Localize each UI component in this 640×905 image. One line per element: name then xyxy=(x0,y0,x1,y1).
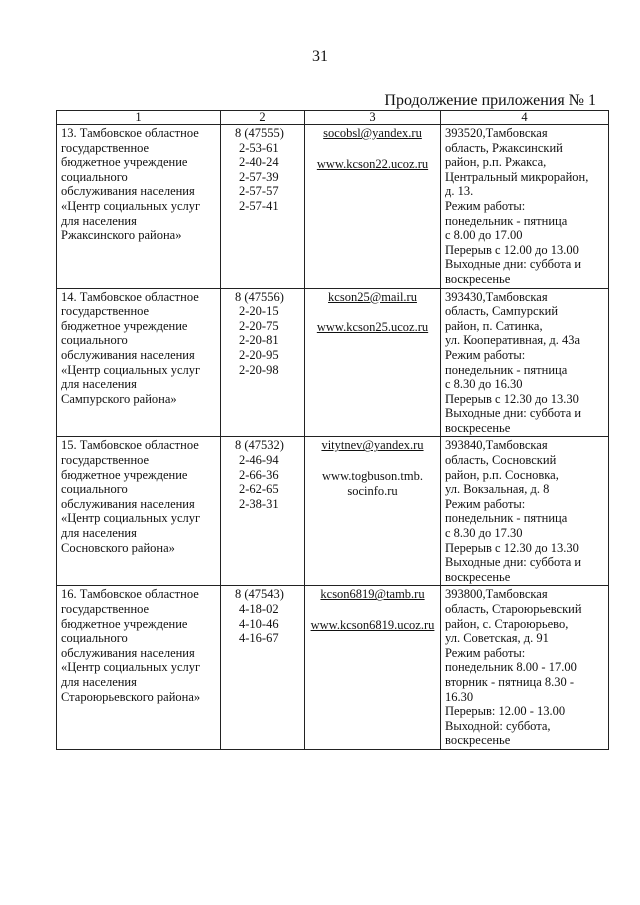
address-line: район, с. Староюрьево, xyxy=(445,616,569,631)
address-line: д. 13. xyxy=(445,184,474,199)
phone-number: 2-20-75 xyxy=(239,318,279,333)
address-line: 393520,Тамбовская xyxy=(445,126,548,140)
website-link[interactable]: www.togbuson.tmb. xyxy=(322,469,423,484)
phone-number: 2-53-61 xyxy=(239,140,279,155)
spacer xyxy=(309,304,436,320)
organization-line: для населения xyxy=(61,526,137,541)
address-line: воскресенье xyxy=(445,733,511,748)
contact-web-cell xyxy=(305,288,441,437)
website-link[interactable]: www.kcson25.ucoz.ru xyxy=(316,320,429,335)
organization-line: 14. Тамбовское областное xyxy=(61,289,199,304)
table-header-row xyxy=(57,111,609,125)
organization-cell xyxy=(57,125,221,289)
organization-line: бюджетное учреждение xyxy=(61,318,188,333)
phone-number: 4-10-46 xyxy=(239,616,279,631)
phone-number: 2-66-36 xyxy=(239,467,279,482)
column-header: 1 xyxy=(57,111,221,125)
address-line: 16.30 xyxy=(445,689,474,704)
address-line: понедельник - пятница xyxy=(445,213,568,228)
phone-number: 2-40-24 xyxy=(239,155,279,170)
address-line: воскресенье xyxy=(445,569,511,584)
organization-line: для населения xyxy=(61,213,137,228)
address-line: воскресенье xyxy=(445,420,511,435)
address-line: Выходные дни: суббота и xyxy=(445,555,582,570)
address-line: область, Сампурский xyxy=(445,304,559,319)
address-line: Выходной: суббота, xyxy=(445,718,551,733)
address-line: Перерыв с 12.30 до 13.30 xyxy=(445,391,579,406)
address-line: Режим работы: xyxy=(445,496,526,511)
website-link[interactable]: socinfo.ru xyxy=(347,483,398,498)
address-line: 393840,Тамбовская xyxy=(445,438,548,453)
email-link[interactable]: kcson25@mail.ru xyxy=(328,289,417,304)
phones-cell xyxy=(221,288,305,437)
address-line: Центральный микрорайон, xyxy=(445,169,589,184)
phone-number: 4-18-02 xyxy=(239,602,279,616)
organization-line: государственное xyxy=(61,602,150,616)
organization-line: социального xyxy=(61,169,128,184)
organization-line: государственное xyxy=(61,453,150,468)
organization-line: Староюрьевского района» xyxy=(61,689,201,704)
contact-web-cell xyxy=(305,437,441,586)
address-line: 393430,Тамбовская xyxy=(445,289,548,304)
email-link[interactable]: kcson6819@tamb.ru xyxy=(320,587,425,602)
column-header: 4 xyxy=(441,111,609,125)
address-line: с 8.00 до 17.00 xyxy=(445,228,523,243)
organization-line: бюджетное учреждение xyxy=(61,616,188,631)
organization-line: для населения xyxy=(61,674,137,689)
phone-number: 2-38-31 xyxy=(239,496,279,511)
website-link[interactable]: www.kcson22.ucoz.ru xyxy=(316,156,429,171)
address-line: Выходные дни: суббота и xyxy=(445,257,582,272)
address-line: 393800,Тамбовская xyxy=(445,587,548,602)
address-line: воскресенье xyxy=(445,271,511,286)
page-number: 31 xyxy=(312,48,328,65)
organization-line: 13. Тамбовское областное xyxy=(61,126,199,140)
contacts-table xyxy=(56,110,609,750)
address-line: с 8.30 до 16.30 xyxy=(445,377,523,392)
appendix-title: Продолжение приложения № 1 xyxy=(384,92,596,109)
table-row xyxy=(57,125,609,289)
contact-web-cell xyxy=(305,125,441,289)
address-line: Перерыв с 12.00 до 13.00 xyxy=(445,242,579,257)
address-schedule-cell xyxy=(441,437,609,586)
address-line: понедельник 8.00 - 17.00 xyxy=(445,660,577,675)
organization-line: государственное xyxy=(61,304,150,319)
email-link[interactable]: socobsl@yandex.ru xyxy=(323,126,422,140)
spacer xyxy=(309,602,436,618)
contact-web-cell xyxy=(305,586,441,750)
phone-number: 2-57-57 xyxy=(239,184,279,199)
phone-number: 2-57-41 xyxy=(239,198,279,213)
organization-line: обслуживания населения xyxy=(61,645,195,660)
organization-line: Сосновского района» xyxy=(61,540,175,555)
phone-code: 8 (47556) xyxy=(235,289,284,304)
table-row xyxy=(57,437,609,586)
phone-number: 2-20-15 xyxy=(239,304,279,319)
address-schedule-cell xyxy=(441,288,609,437)
organization-line: социального xyxy=(61,333,128,348)
phone-number: 2-20-95 xyxy=(239,347,279,362)
address-line: ул. Вокзальная, д. 8 xyxy=(445,482,550,497)
column-header: 3 xyxy=(305,111,441,125)
organization-line: обслуживания населения xyxy=(61,347,195,362)
organization-line: «Центр социальных услуг xyxy=(61,198,201,213)
address-line: ул. Кооперативная, д. 43а xyxy=(445,333,581,348)
address-line: Выходные дни: суббота и xyxy=(445,406,582,421)
address-line: вторник - пятница 8.30 - xyxy=(445,674,575,689)
address-line: район, р.п. Сосновка, xyxy=(445,467,559,482)
organization-line: обслуживания населения xyxy=(61,496,195,511)
phones-cell xyxy=(221,125,305,289)
phone-number: 2-57-39 xyxy=(239,169,279,184)
address-schedule-cell xyxy=(441,586,609,750)
address-line: район, р.п. Ржакса, xyxy=(445,155,547,170)
phones-cell xyxy=(221,437,305,586)
address-line: с 8.30 до 17.30 xyxy=(445,526,523,541)
address-line: Перерыв с 12.30 до 13.30 xyxy=(445,540,579,555)
phone-number: 2-62-65 xyxy=(239,482,279,497)
address-line: ул. Советская, д. 91 xyxy=(445,631,549,646)
organization-line: «Центр социальных услуг xyxy=(61,511,201,526)
address-line: Перерыв: 12.00 - 13.00 xyxy=(445,704,566,719)
table-row xyxy=(57,288,609,437)
phone-number: 4-16-67 xyxy=(239,631,279,646)
organization-line: обслуживания населения xyxy=(61,184,195,199)
address-line: область, Староюрьевский xyxy=(445,602,582,616)
address-line: Режим работы: xyxy=(445,198,526,213)
organization-line: 15. Тамбовское областное xyxy=(61,438,199,453)
phone-code: 8 (47555) xyxy=(235,126,284,140)
phone-number: 2-46-94 xyxy=(239,453,279,468)
organization-line: социального xyxy=(61,631,128,646)
address-line: область, Ржаксинский xyxy=(445,140,563,155)
organization-cell xyxy=(57,586,221,750)
address-line: Режим работы: xyxy=(445,645,526,660)
phones-cell xyxy=(221,586,305,750)
organization-line: «Центр социальных услуг xyxy=(61,660,201,675)
address-line: понедельник - пятница xyxy=(445,511,568,526)
address-line: Режим работы: xyxy=(445,347,526,362)
table-row xyxy=(57,586,609,750)
phone-number: 2-20-81 xyxy=(239,333,279,348)
website-link[interactable]: www.kcson6819.ucoz.ru xyxy=(310,618,435,632)
organization-line: для населения xyxy=(61,377,137,392)
address-line: понедельник - пятница xyxy=(445,362,568,377)
organization-line: Ржаксинского района» xyxy=(61,228,182,243)
email-link[interactable]: vitytnev@yandex.ru xyxy=(321,438,424,453)
address-line: район, п. Сатинка, xyxy=(445,318,543,333)
column-header: 2 xyxy=(221,111,305,125)
organization-line: бюджетное учреждение xyxy=(61,467,188,482)
organization-cell xyxy=(57,288,221,437)
organization-line: социального xyxy=(61,482,128,497)
organization-line: государственное xyxy=(61,140,150,155)
address-line: область, Сосновский xyxy=(445,453,557,468)
phone-code: 8 (47532) xyxy=(235,438,284,453)
spacer xyxy=(309,453,436,469)
organization-line: 16. Тамбовское областное xyxy=(61,587,199,602)
phone-number: 2-20-98 xyxy=(239,362,279,377)
organization-line: Сампурского района» xyxy=(61,391,177,406)
organization-cell xyxy=(57,437,221,586)
spacer xyxy=(309,141,436,157)
phone-code: 8 (47543) xyxy=(235,587,284,602)
address-schedule-cell xyxy=(441,125,609,289)
organization-line: бюджетное учреждение xyxy=(61,155,188,170)
organization-line: «Центр социальных услуг xyxy=(61,362,201,377)
